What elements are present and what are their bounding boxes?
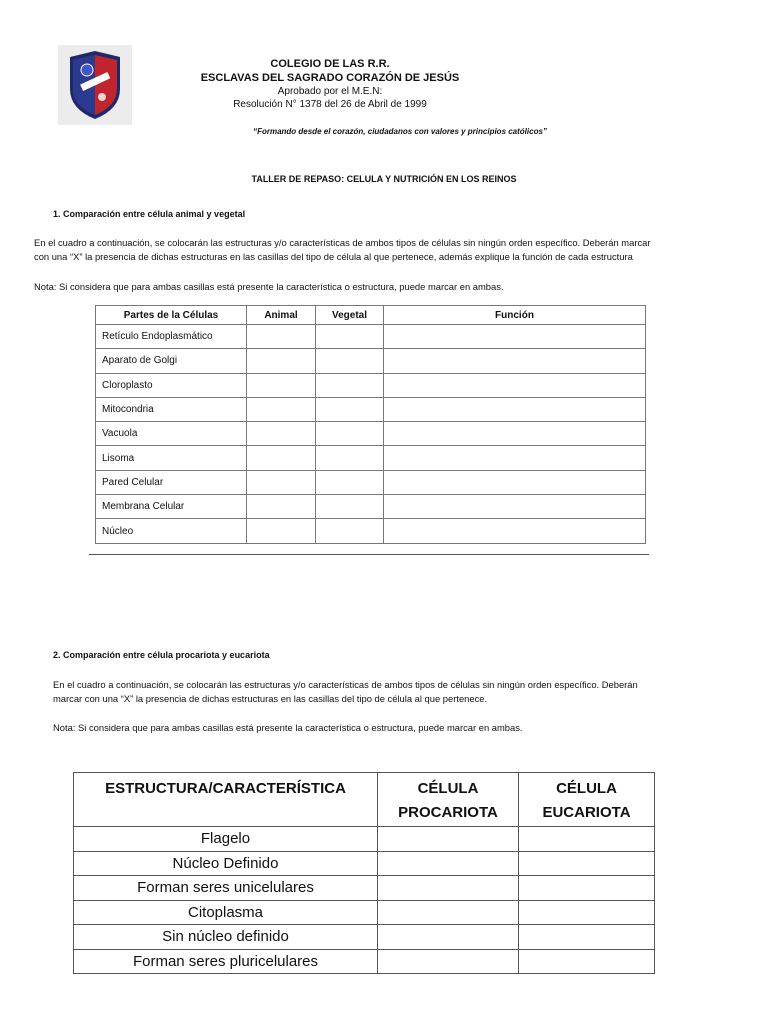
- animal-cell[interactable]: [247, 325, 316, 349]
- procariota-cell[interactable]: [378, 949, 519, 974]
- vegetal-cell[interactable]: [316, 397, 384, 421]
- row-label: Citoplasma: [74, 900, 378, 925]
- eucariota-cell[interactable]: [519, 949, 655, 974]
- eucariota-cell[interactable]: [519, 900, 655, 925]
- col-header-eucariota: [519, 773, 655, 827]
- animal-cell[interactable]: [247, 470, 316, 494]
- col-header-funcion: Función: [384, 306, 646, 325]
- row-label: Flagelo: [74, 827, 378, 852]
- animal-cell[interactable]: [247, 349, 316, 373]
- animal-cell[interactable]: [247, 373, 316, 397]
- procariota-cell[interactable]: [378, 851, 519, 876]
- table-header-row: [74, 773, 655, 827]
- table-row: [74, 851, 655, 876]
- table-row: [74, 925, 655, 950]
- section2-paragraph: [53, 678, 743, 706]
- table-row: [96, 470, 646, 494]
- funcion-cell[interactable]: [384, 397, 646, 421]
- animal-cell[interactable]: [247, 422, 316, 446]
- table-row: [74, 949, 655, 974]
- animal-cell[interactable]: [247, 495, 316, 519]
- table-row: [74, 900, 655, 925]
- school-logo: [58, 45, 132, 125]
- table-row: [96, 373, 646, 397]
- row-label: Retículo Endoplasmático: [96, 325, 247, 349]
- section1-heading: 1. Comparación entre célula animal y vegetal: [53, 209, 246, 219]
- school-motto: “Formando desde el corazón, ciudadanos con valores y principios católicos”: [253, 127, 547, 136]
- section1-paragraph: [34, 236, 744, 264]
- col-header-eucariota-line1: CÉLULA: [556, 780, 617, 797]
- row-label: Forman seres pluricelulares: [74, 949, 378, 974]
- row-label: Membrana Celular: [96, 495, 247, 519]
- table-row: [96, 325, 646, 349]
- school-name-line2: ESCLAVAS DEL SAGRADO CORAZÓN DE JESÚS: [200, 72, 460, 84]
- row-label: Lisoma: [96, 446, 247, 470]
- vegetal-cell[interactable]: [316, 325, 384, 349]
- section1-paragraph-line1: En el cuadro a continuación, se colocarán las estructuras y/o características de ambos tipos de células sin ningún orden específico. Deberán marcar: [34, 237, 651, 248]
- col-header-vegetal: Vegetal: [316, 306, 384, 325]
- approval-text: Aprobado por el M.E.N:: [277, 86, 383, 97]
- col-header-animal: Animal: [247, 306, 316, 325]
- table-row: [96, 349, 646, 373]
- col-header-estructura: ESTRUCTURA/CARACTERÍSTICA: [74, 773, 378, 827]
- vegetal-cell[interactable]: [316, 470, 384, 494]
- table-row: [96, 397, 646, 421]
- procariota-cell[interactable]: [378, 900, 519, 925]
- resolution-text: Resolución N° 1378 del 26 de Abril de 1999: [233, 99, 427, 110]
- section-divider: [89, 554, 649, 555]
- section2-paragraph-line2: marcar con una “X” la presencia de dichas estructuras en las casillas del tipo de célula al que pertenece.: [53, 693, 488, 704]
- procariota-eucariota-table: [73, 772, 655, 974]
- vegetal-cell[interactable]: [316, 373, 384, 397]
- table-header-row: [96, 306, 646, 325]
- col-header-procariota-line2: PROCARIOTA: [398, 804, 498, 821]
- row-label: Núcleo: [96, 519, 247, 543]
- funcion-cell[interactable]: [384, 446, 646, 470]
- table-row: [96, 495, 646, 519]
- vegetal-cell[interactable]: [316, 446, 384, 470]
- table-row: [74, 827, 655, 852]
- table-row: [74, 876, 655, 901]
- table-row: [96, 519, 646, 543]
- section2-heading: 2. Comparación entre célula procariota y eucariota: [53, 650, 270, 660]
- procariota-cell[interactable]: [378, 925, 519, 950]
- row-label: Mitocondria: [96, 397, 247, 421]
- col-header-parts: Partes de la Células: [96, 306, 247, 325]
- animal-cell[interactable]: [247, 519, 316, 543]
- funcion-cell[interactable]: [384, 422, 646, 446]
- section1-note: Nota: Si considera que para ambas casillas está presente la característica o estructura, puede marcar en ambas.: [34, 281, 504, 292]
- procariota-cell[interactable]: [378, 827, 519, 852]
- eucariota-cell[interactable]: [519, 851, 655, 876]
- col-header-procariota: [378, 773, 519, 827]
- section2-note: Nota: Si considera que para ambas casillas está presente la característica o estructura, puede marcar en ambas.: [53, 722, 523, 733]
- cell-comparison-table: [95, 305, 646, 544]
- vegetal-cell[interactable]: [316, 422, 384, 446]
- eucariota-cell[interactable]: [519, 827, 655, 852]
- funcion-cell[interactable]: [384, 470, 646, 494]
- eucariota-cell[interactable]: [519, 925, 655, 950]
- row-label: Forman seres unicelulares: [74, 876, 378, 901]
- animal-cell[interactable]: [247, 397, 316, 421]
- funcion-cell[interactable]: [384, 325, 646, 349]
- row-label: Sin núcleo definido: [74, 925, 378, 950]
- row-label: Aparato de Golgi: [96, 349, 247, 373]
- col-header-procariota-line1: CÉLULA: [417, 780, 479, 797]
- funcion-cell[interactable]: [384, 349, 646, 373]
- procariota-cell[interactable]: [378, 876, 519, 901]
- funcion-cell[interactable]: [384, 519, 646, 543]
- row-label: Núcleo Definido: [74, 851, 378, 876]
- funcion-cell[interactable]: [384, 373, 646, 397]
- row-label: Cloroplasto: [96, 373, 247, 397]
- vegetal-cell[interactable]: [316, 495, 384, 519]
- row-label: Vacuola: [96, 422, 247, 446]
- school-name-line1: COLEGIO DE LAS R.R.: [270, 58, 390, 70]
- section1-paragraph-line2: con una “X” la presencia de dichas estructuras en las casillas del tipo de célula al que pertenece, además explique la función de cada estructura: [34, 251, 633, 262]
- funcion-cell[interactable]: [384, 495, 646, 519]
- table-row: [96, 422, 646, 446]
- eucariota-cell[interactable]: [519, 876, 655, 901]
- section2-paragraph-line1: En el cuadro a continuación, se colocarán las estructuras y/o características de ambos tipos de células sin ningún orden específico. Deberán: [53, 679, 638, 690]
- col-header-eucariota-line2: EUCARIOTA: [542, 804, 631, 821]
- vegetal-cell[interactable]: [316, 519, 384, 543]
- animal-cell[interactable]: [247, 446, 316, 470]
- document-title: TALLER DE REPASO: CELULA Y NUTRICIÓN EN LOS REINOS: [251, 174, 517, 184]
- vegetal-cell[interactable]: [316, 349, 384, 373]
- table-row: [96, 446, 646, 470]
- row-label: Pared Celular: [96, 470, 247, 494]
